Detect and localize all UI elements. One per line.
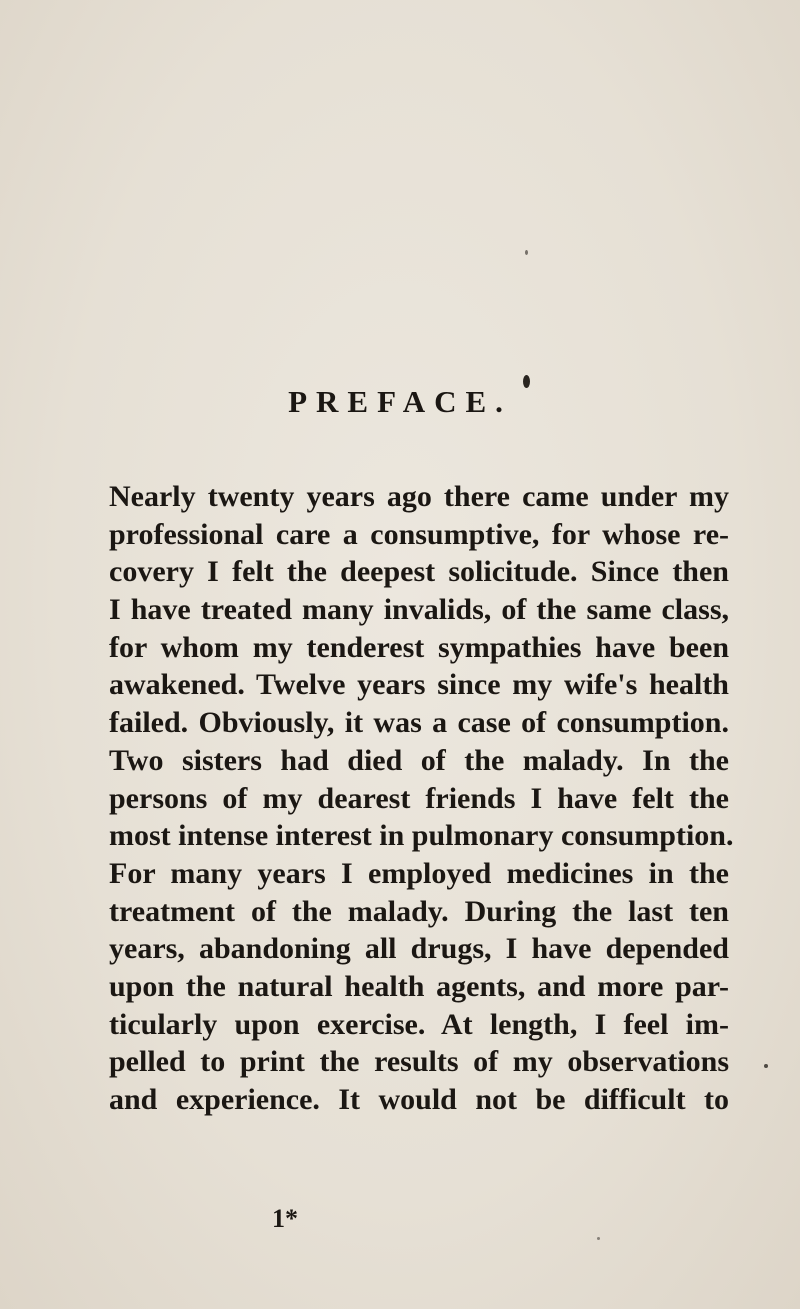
- preface-heading: PREFACE.: [288, 384, 512, 419]
- text-line: ticularly upon exercise. At length, I feel im-: [109, 1007, 729, 1041]
- signature-mark: 1*: [272, 1204, 298, 1233]
- text-line: For many years I employed medicines in the: [109, 856, 729, 890]
- ink-speck: [699, 492, 702, 495]
- text-line: awakened. Twelve years since my wife's health: [109, 668, 729, 702]
- text-line: Two sisters had died of the malady. In the: [109, 743, 729, 777]
- preface-body: [109, 478, 734, 1119]
- text-line: Nearly twenty years ago there came under my: [109, 480, 729, 513]
- ink-speck: [764, 1064, 768, 1068]
- text-line: failed. Obviously, it was a case of consumption.: [109, 706, 729, 740]
- text-line: most intense interest in pulmonary consumption.: [109, 819, 734, 853]
- text-line: persons of my dearest friends I have felt the: [109, 781, 729, 815]
- text-line: and experience. It would not be difficult to: [109, 1083, 729, 1116]
- text-line: years, abandoning all drugs, I have depended: [109, 932, 729, 966]
- text-line: for whom my tenderest sympathies have been: [109, 630, 729, 664]
- ink-speck: [525, 250, 528, 255]
- text-line: treatment of the malady. During the last ten: [109, 894, 729, 928]
- ink-speck: [597, 1237, 600, 1240]
- text-line: professional care a consumptive, for whose re-: [109, 517, 729, 551]
- text-line: I have treated many invalids, of the same class,: [109, 593, 729, 627]
- text-line: upon the natural health agents, and more par-: [109, 969, 729, 1003]
- ink-speck: [523, 375, 530, 388]
- text-line: covery I felt the deepest solicitude. Since then: [109, 555, 729, 589]
- text-line: pelled to print the results of my observations: [109, 1045, 729, 1079]
